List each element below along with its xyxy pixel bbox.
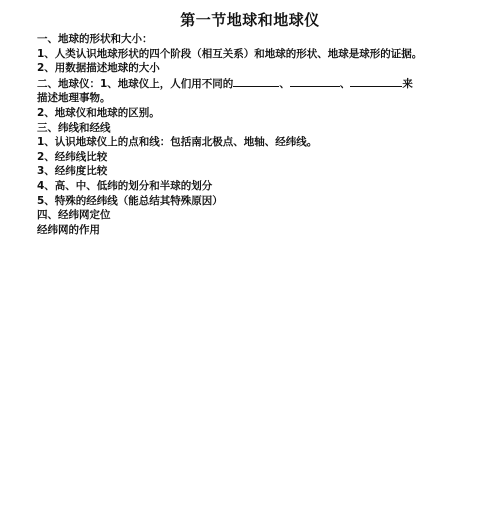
section-3-item-1: 1、认识地球仪上的点和线：包括南北极点、地轴、经纬线。 bbox=[37, 136, 318, 149]
section-3-item-3: 3、经纬度比较 bbox=[37, 165, 108, 178]
section-1-heading: 一、地球的形状和大小： bbox=[37, 33, 153, 45]
document-title: 第一节地球和地球仪 bbox=[180, 11, 320, 29]
outline-content bbox=[37, 32, 477, 237]
section-2-prefix-text: 二、地球仪：1、地球仪上，人们用不同的 bbox=[37, 77, 234, 90]
section-3-item-5: 5、特殊的经纬线（能总结其特殊原因） bbox=[37, 194, 223, 207]
section-2-suffix-text: 来 bbox=[402, 77, 413, 90]
section-4-item-1: 经纬网的作用 bbox=[37, 223, 100, 236]
section-2-continuation: 描述地理事物。 bbox=[37, 92, 111, 105]
fill-blank-3[interactable] bbox=[350, 76, 402, 87]
separator-1: 、 bbox=[279, 77, 290, 90]
section-2-fill-in-line bbox=[37, 76, 477, 92]
fill-blank-1[interactable] bbox=[233, 76, 279, 87]
fill-blank-2[interactable] bbox=[290, 76, 340, 87]
separator-2: 、 bbox=[339, 77, 351, 90]
section-3-item-4: 4、高、中、低纬的划分和半球的划分 bbox=[37, 179, 213, 192]
section-1-item-2: 2、用数据描述地球的大小 bbox=[37, 62, 160, 75]
section-1-item-1: 1、人类认识地球形状的四个阶段（相互关系）和地球的形状、地球是球形的证据。 bbox=[37, 47, 423, 60]
section-4-heading: 四、经纬网定位 bbox=[37, 209, 111, 222]
section-3-item-2: 2、经纬线比较 bbox=[37, 150, 108, 163]
section-3-heading: 三、纬线和经线 bbox=[37, 121, 111, 134]
section-2-item-2: 2、地球仪和地球的区别。 bbox=[37, 106, 160, 119]
